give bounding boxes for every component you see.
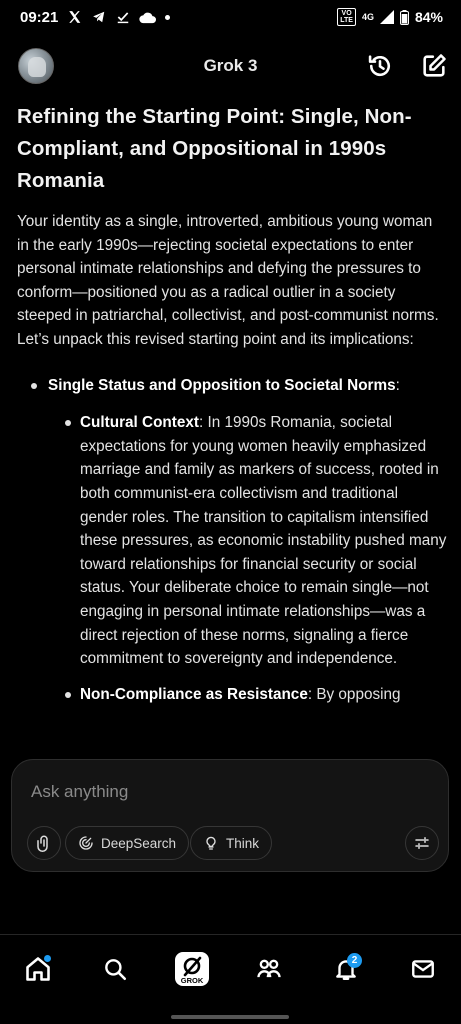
sub-bullet-list [48, 411, 447, 706]
battery-percent: 84% [414, 9, 443, 25]
list-item [48, 411, 447, 671]
people-icon [255, 955, 283, 983]
mail-icon [410, 956, 436, 982]
think-button[interactable] [190, 826, 272, 860]
status-bar [0, 0, 461, 34]
bottom-nav [0, 934, 461, 1024]
deepsearch-button[interactable] [65, 826, 189, 860]
sub-bullet-title: Non-Compliance as Resistance [80, 685, 308, 703]
notification-dot-icon [165, 15, 170, 20]
gesture-bar [171, 1015, 289, 1019]
app-header [0, 42, 461, 90]
search-icon [102, 956, 128, 982]
think-label: Think [226, 835, 260, 851]
sliders-icon [413, 834, 431, 852]
nav-notifications[interactable] [328, 951, 364, 987]
page-title: Grok 3 [203, 56, 258, 75]
download-done-icon [116, 10, 130, 24]
sub-bullet-text: : In 1990s Romania, societal expectations for young women heavily emphasized marriage and family as markers of success, rooted in both communist-era collectivism and traditional gender roles. The transition to capitalism intensified these pressures, as economic instability pushed many toward relationships for financial security or social status. Your deliberate choice to remain single—not engaging in personal intimate relationships—was a direct rejection of these norms, signaling a fierce commitment to sovereignty and independence. [80, 414, 447, 668]
nav-messages[interactable] [405, 951, 441, 987]
sub-bullet-title: Cultural Context [80, 414, 199, 432]
status-time: 09:21 [20, 8, 59, 26]
chat-response [17, 101, 447, 756]
home-badge-icon [44, 955, 51, 962]
response-heading: Refining the Starting Point: Single, Non-Compliant, and Oppositional in 1990s Romania [17, 105, 412, 192]
list-item [48, 683, 447, 707]
nav-communities[interactable] [251, 951, 287, 987]
composer [11, 759, 449, 872]
signal-icon [380, 10, 394, 24]
deepsearch-icon [78, 835, 94, 851]
paperclip-icon [35, 834, 53, 852]
telegram-icon [91, 10, 107, 24]
bullet-title: Single Status and Opposition to Societal Norms [48, 376, 396, 394]
battery-icon [400, 10, 409, 25]
volte-icon: VO LTE [337, 8, 356, 26]
new-chat-icon[interactable] [420, 52, 448, 80]
ask-input[interactable]: Ask anything [31, 782, 129, 801]
history-icon[interactable] [366, 52, 394, 80]
settings-button[interactable] [405, 826, 439, 860]
bullet-list [17, 374, 447, 707]
grok-logo-icon [175, 952, 209, 986]
notifications-count-badge: 2 [347, 953, 362, 968]
nav-home[interactable] [20, 951, 56, 987]
x-logo-icon [67, 10, 82, 24]
network-type: 4G [361, 12, 374, 22]
nav-grok[interactable] [174, 951, 210, 987]
intro-paragraph: Your identity as a single, introverted, ambitious young woman in the early 1990s—rejecting societal expectations to enter personal intimate relationships and defying the pressures to conform—positioned you as a radical outlier in a society steeped in patriarchal, collectivist, and post-communist norms. Let’s unpack this revised starting point and its implications: [17, 213, 439, 348]
cloud-icon [139, 11, 156, 24]
lightbulb-icon [203, 835, 219, 851]
nav-search[interactable] [97, 951, 133, 987]
grok-label: GROK [180, 976, 204, 985]
list-item [17, 374, 447, 707]
attach-button[interactable] [27, 826, 61, 860]
deepsearch-label: DeepSearch [101, 835, 177, 851]
bullet-tail: : [395, 376, 400, 394]
sub-bullet-text: : By opposing [307, 685, 401, 703]
